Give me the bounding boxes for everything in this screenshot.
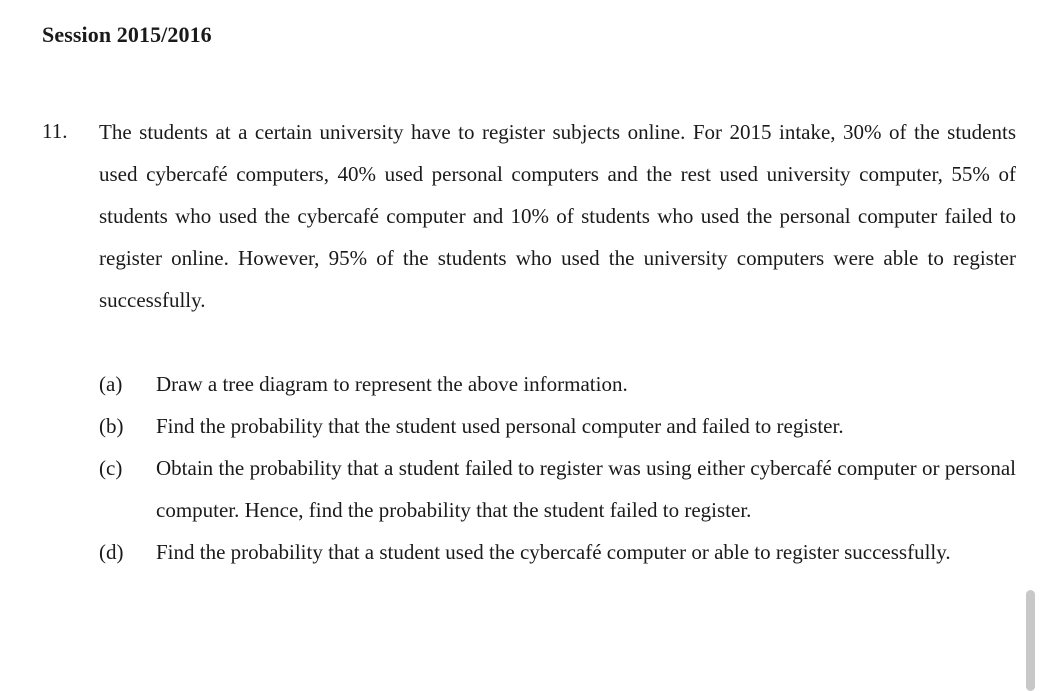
- part-text: Find the probability that a student used the cybercafé computer or able to register successfully.: [156, 540, 951, 564]
- part-label: (b): [99, 414, 124, 438]
- part-text: Obtain the probability that a student failed to register was using either cybercafé computer or personal computer. Hence, find the probability that the student failed to register.: [156, 456, 1016, 522]
- question-part-c: [99, 447, 1016, 531]
- vertical-scrollbar[interactable]: [1026, 590, 1035, 691]
- part-label: (d): [99, 540, 124, 564]
- question-number: 11.: [42, 119, 68, 143]
- part-text: Draw a tree diagram to represent the above information.: [156, 372, 628, 396]
- part-label: (a): [99, 372, 123, 396]
- part-label: (c): [99, 456, 123, 480]
- question-text: The students at a certain university have to register subjects online. For 2015 intake, 30% of the students used cybercafé computers, 40% used personal computers and the rest used university computer, 55% of students who used the cybercafé computer and 10% of students who used the personal computer failed to register online. However, 95% of the students who used the university computers were able to register successfully.: [99, 120, 1016, 312]
- question-part-d: [99, 531, 1016, 573]
- question-part-a: [99, 363, 1016, 405]
- session-heading: Session 2015/2016: [42, 22, 212, 47]
- part-text: Find the probability that the student used personal computer and failed to register.: [156, 414, 844, 438]
- question-part-b: [99, 405, 1016, 447]
- question-parts-list: [99, 363, 1016, 573]
